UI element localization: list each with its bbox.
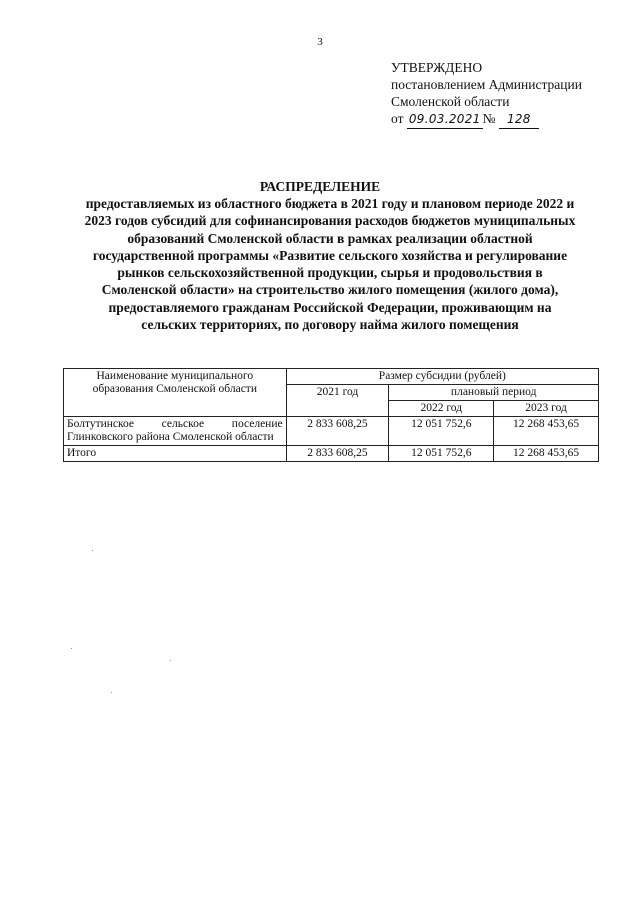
total-2022: 12 051 752,6 xyxy=(389,446,494,462)
header-subsidy: Размер субсидии (рублей) xyxy=(286,369,598,385)
row-2022: 12 051 752,6 xyxy=(389,417,494,446)
page-number: 3 xyxy=(317,36,323,48)
header-2023: 2023 год xyxy=(494,401,599,417)
approval-line2: Смоленской области xyxy=(391,94,510,109)
approval-block xyxy=(391,59,582,129)
document-title: РАСПРЕДЕЛЕНИЕ xyxy=(259,179,381,194)
table-row xyxy=(64,417,599,446)
subsidy-table xyxy=(63,368,599,462)
header-name: Наименование муниципального образования Смоленской области xyxy=(64,369,287,417)
scan-speck xyxy=(111,692,112,693)
approval-heading: УТВЕРЖДЕНО xyxy=(391,60,483,75)
header-planned: плановый период xyxy=(389,385,599,401)
table-row-total xyxy=(64,446,599,462)
scan-speck xyxy=(170,660,171,661)
header-2021: 2021 год xyxy=(286,385,389,417)
header-row-1 xyxy=(64,369,599,385)
header-2022: 2022 год xyxy=(389,401,494,417)
scan-speck xyxy=(92,550,93,551)
total-2021: 2 833 608,25 xyxy=(286,446,389,462)
date-value: 09.03.2021 xyxy=(407,111,483,129)
scan-speck xyxy=(71,648,72,649)
date-prefix: от xyxy=(391,111,404,126)
approval-date-line xyxy=(391,110,582,129)
approval-line1: постановлением Администрации xyxy=(391,77,582,92)
number-prefix: № xyxy=(482,111,496,126)
total-label: Итого xyxy=(64,446,287,462)
number-value: 128 xyxy=(499,111,539,129)
document-subtitle: предоставляемых из областного бюджета в 2021 году и плановом периоде 2022 и 2023 годов субсидий для софинансирования расходов бюджетов муниципальных образований Смоленской области в рамках реализации областной государственной программы «Развитие сельского хозяйства и регулирование рынков сельскохозяйственной продукции, сырья и продовольствия в Смоленской области» на строительство жилого помещения (жилого дома), предоставляемого гражданам Российской Федерации, проживающим на сельских территориях, по договору найма жилого помещения xyxy=(84,196,576,333)
row-2023: 12 268 453,65 xyxy=(494,417,599,446)
row-2021: 2 833 608,25 xyxy=(286,417,389,446)
row-name: Болтутинское сельское поселение Глинковского района Смоленской области xyxy=(64,417,287,446)
total-2023: 12 268 453,65 xyxy=(494,446,599,462)
